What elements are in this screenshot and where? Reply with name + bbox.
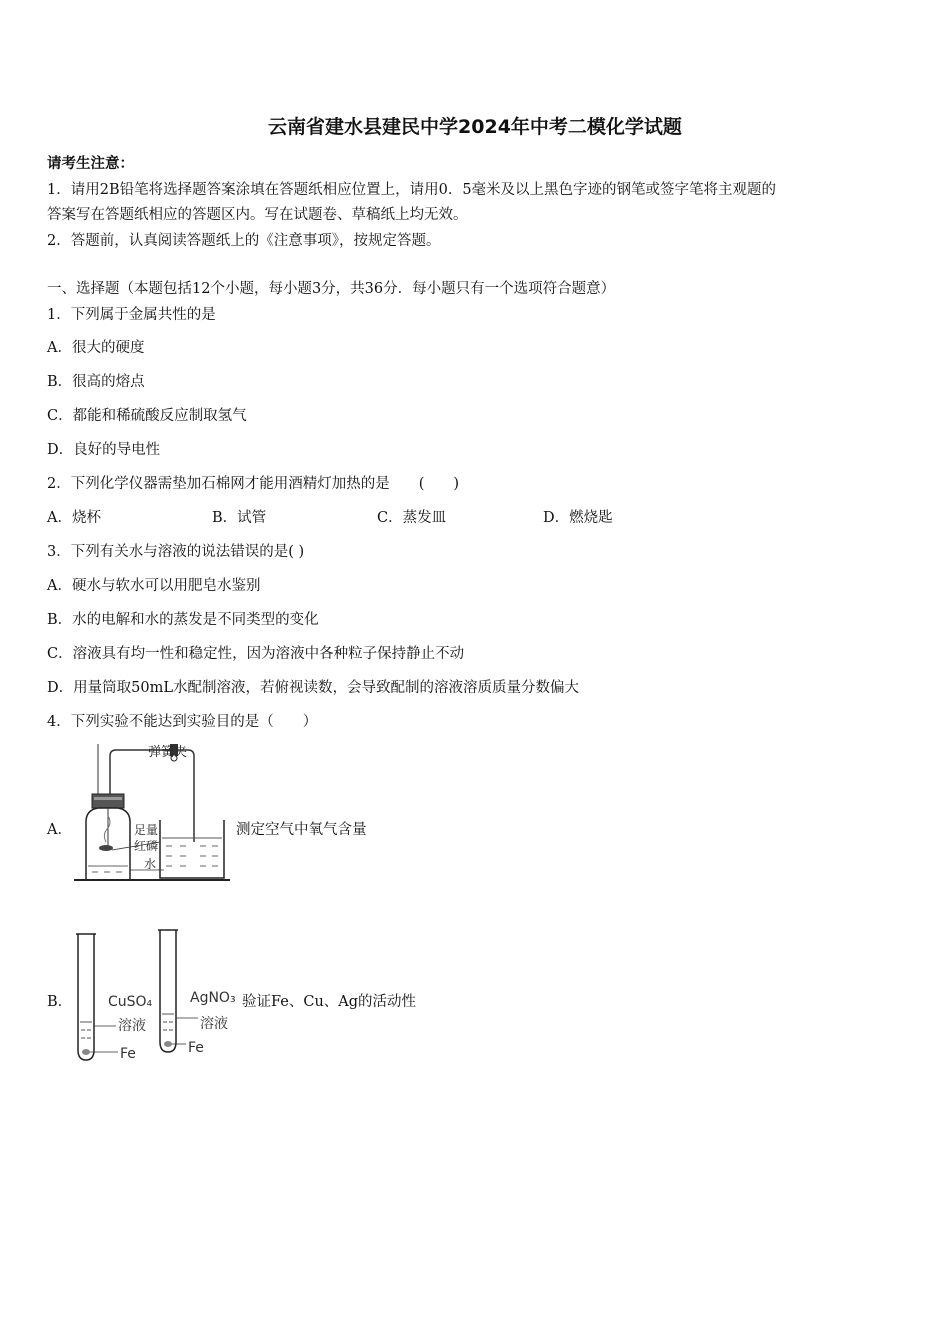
question-2-stem: 2．下列化学仪器需垫加石棉网才能用酒精灯加热的是 ( ) <box>47 476 460 492</box>
page-title: 云南省建水县建民中学2024年中考二模化学试题 <box>268 116 682 138</box>
label-phosphorus-line-1: 足量 <box>134 823 159 837</box>
label-tube1-solution: 溶液 <box>118 1018 146 1034</box>
question-3-option-d: D．用量筒取50mL水配制溶液，若俯视读数，会导致配制的溶液溶质质量分数偏大 <box>47 680 579 696</box>
question-3-option-a: A．硬水与软水可以用肥皂水鉴别 <box>47 578 261 594</box>
question-1-option-d: D．良好的导电性 <box>47 442 161 458</box>
question-2-option-c: C．蒸发皿 <box>377 510 447 526</box>
notice-item-1-line-1: 1．请用2B铅笔将选择题答案涂填在答题纸相应位置上，请用0．5毫米及以上黑色字迹的钢笔或签字笔将主观题的 <box>47 182 777 198</box>
question-4-option-a-letter: A． <box>47 822 72 838</box>
question-4-option-b-letter: B． <box>47 994 73 1010</box>
question-1-stem: 1．下列属于金属共性的是 <box>47 307 216 323</box>
question-2-option-d: D．燃烧匙 <box>543 510 613 526</box>
label-agno3: AgNO₃ <box>190 990 236 1006</box>
question-4-option-a-description: 测定空气中氧气含量 <box>236 822 367 838</box>
notice-item-2: 2．答题前，认真阅读答题纸上的《注意事项》，按规定答题。 <box>47 233 441 249</box>
oxygen-measurement-apparatus <box>68 742 234 884</box>
question-1-option-a: A．很大的硬度 <box>47 340 145 356</box>
notice-item-1-line-2: 答案写在答题纸相应的答题区内。写在试题卷、草稿纸上均无效。 <box>47 207 468 223</box>
metal-activity-test-tubes <box>72 926 242 1066</box>
label-water: 水 <box>144 857 157 871</box>
question-3-option-b: B．水的电解和水的蒸发是不同类型的变化 <box>47 612 319 628</box>
question-4-stem: 4．下列实验不能达到实验目的是（ ） <box>47 714 318 730</box>
label-tube1-fe: Fe <box>120 1046 136 1062</box>
section-heading: 一、选择题（本题包括12个小题，每小题3分，共36分．每小题只有一个选项符合题意） <box>47 281 616 297</box>
question-2-option-a: A．烧杯 <box>47 510 101 526</box>
question-3-option-c: C．溶液具有均一性和稳定性，因为溶液中各种粒子保持静止不动 <box>47 646 465 662</box>
question-4-option-b-description: 验证Fe、Cu、Ag的活动性 <box>242 994 417 1010</box>
label-phosphorus-line-2: 红磷 <box>134 839 159 853</box>
question-1-option-b: B．很高的熔点 <box>47 374 145 390</box>
notice-heading: 请考生注意： <box>47 155 134 172</box>
label-spring-clip: 弹簧夹 <box>148 745 188 760</box>
question-2-option-b: B．试管 <box>212 510 267 526</box>
question-1-option-c: C．都能和稀硫酸反应制取氢气 <box>47 408 247 424</box>
label-cuso4: CuSO₄ <box>108 994 153 1010</box>
label-tube2-fe: Fe <box>188 1040 204 1056</box>
question-3-stem: 3．下列有关水与溶液的说法错误的是( ) <box>47 544 305 560</box>
label-tube2-solution: 溶液 <box>200 1016 228 1032</box>
